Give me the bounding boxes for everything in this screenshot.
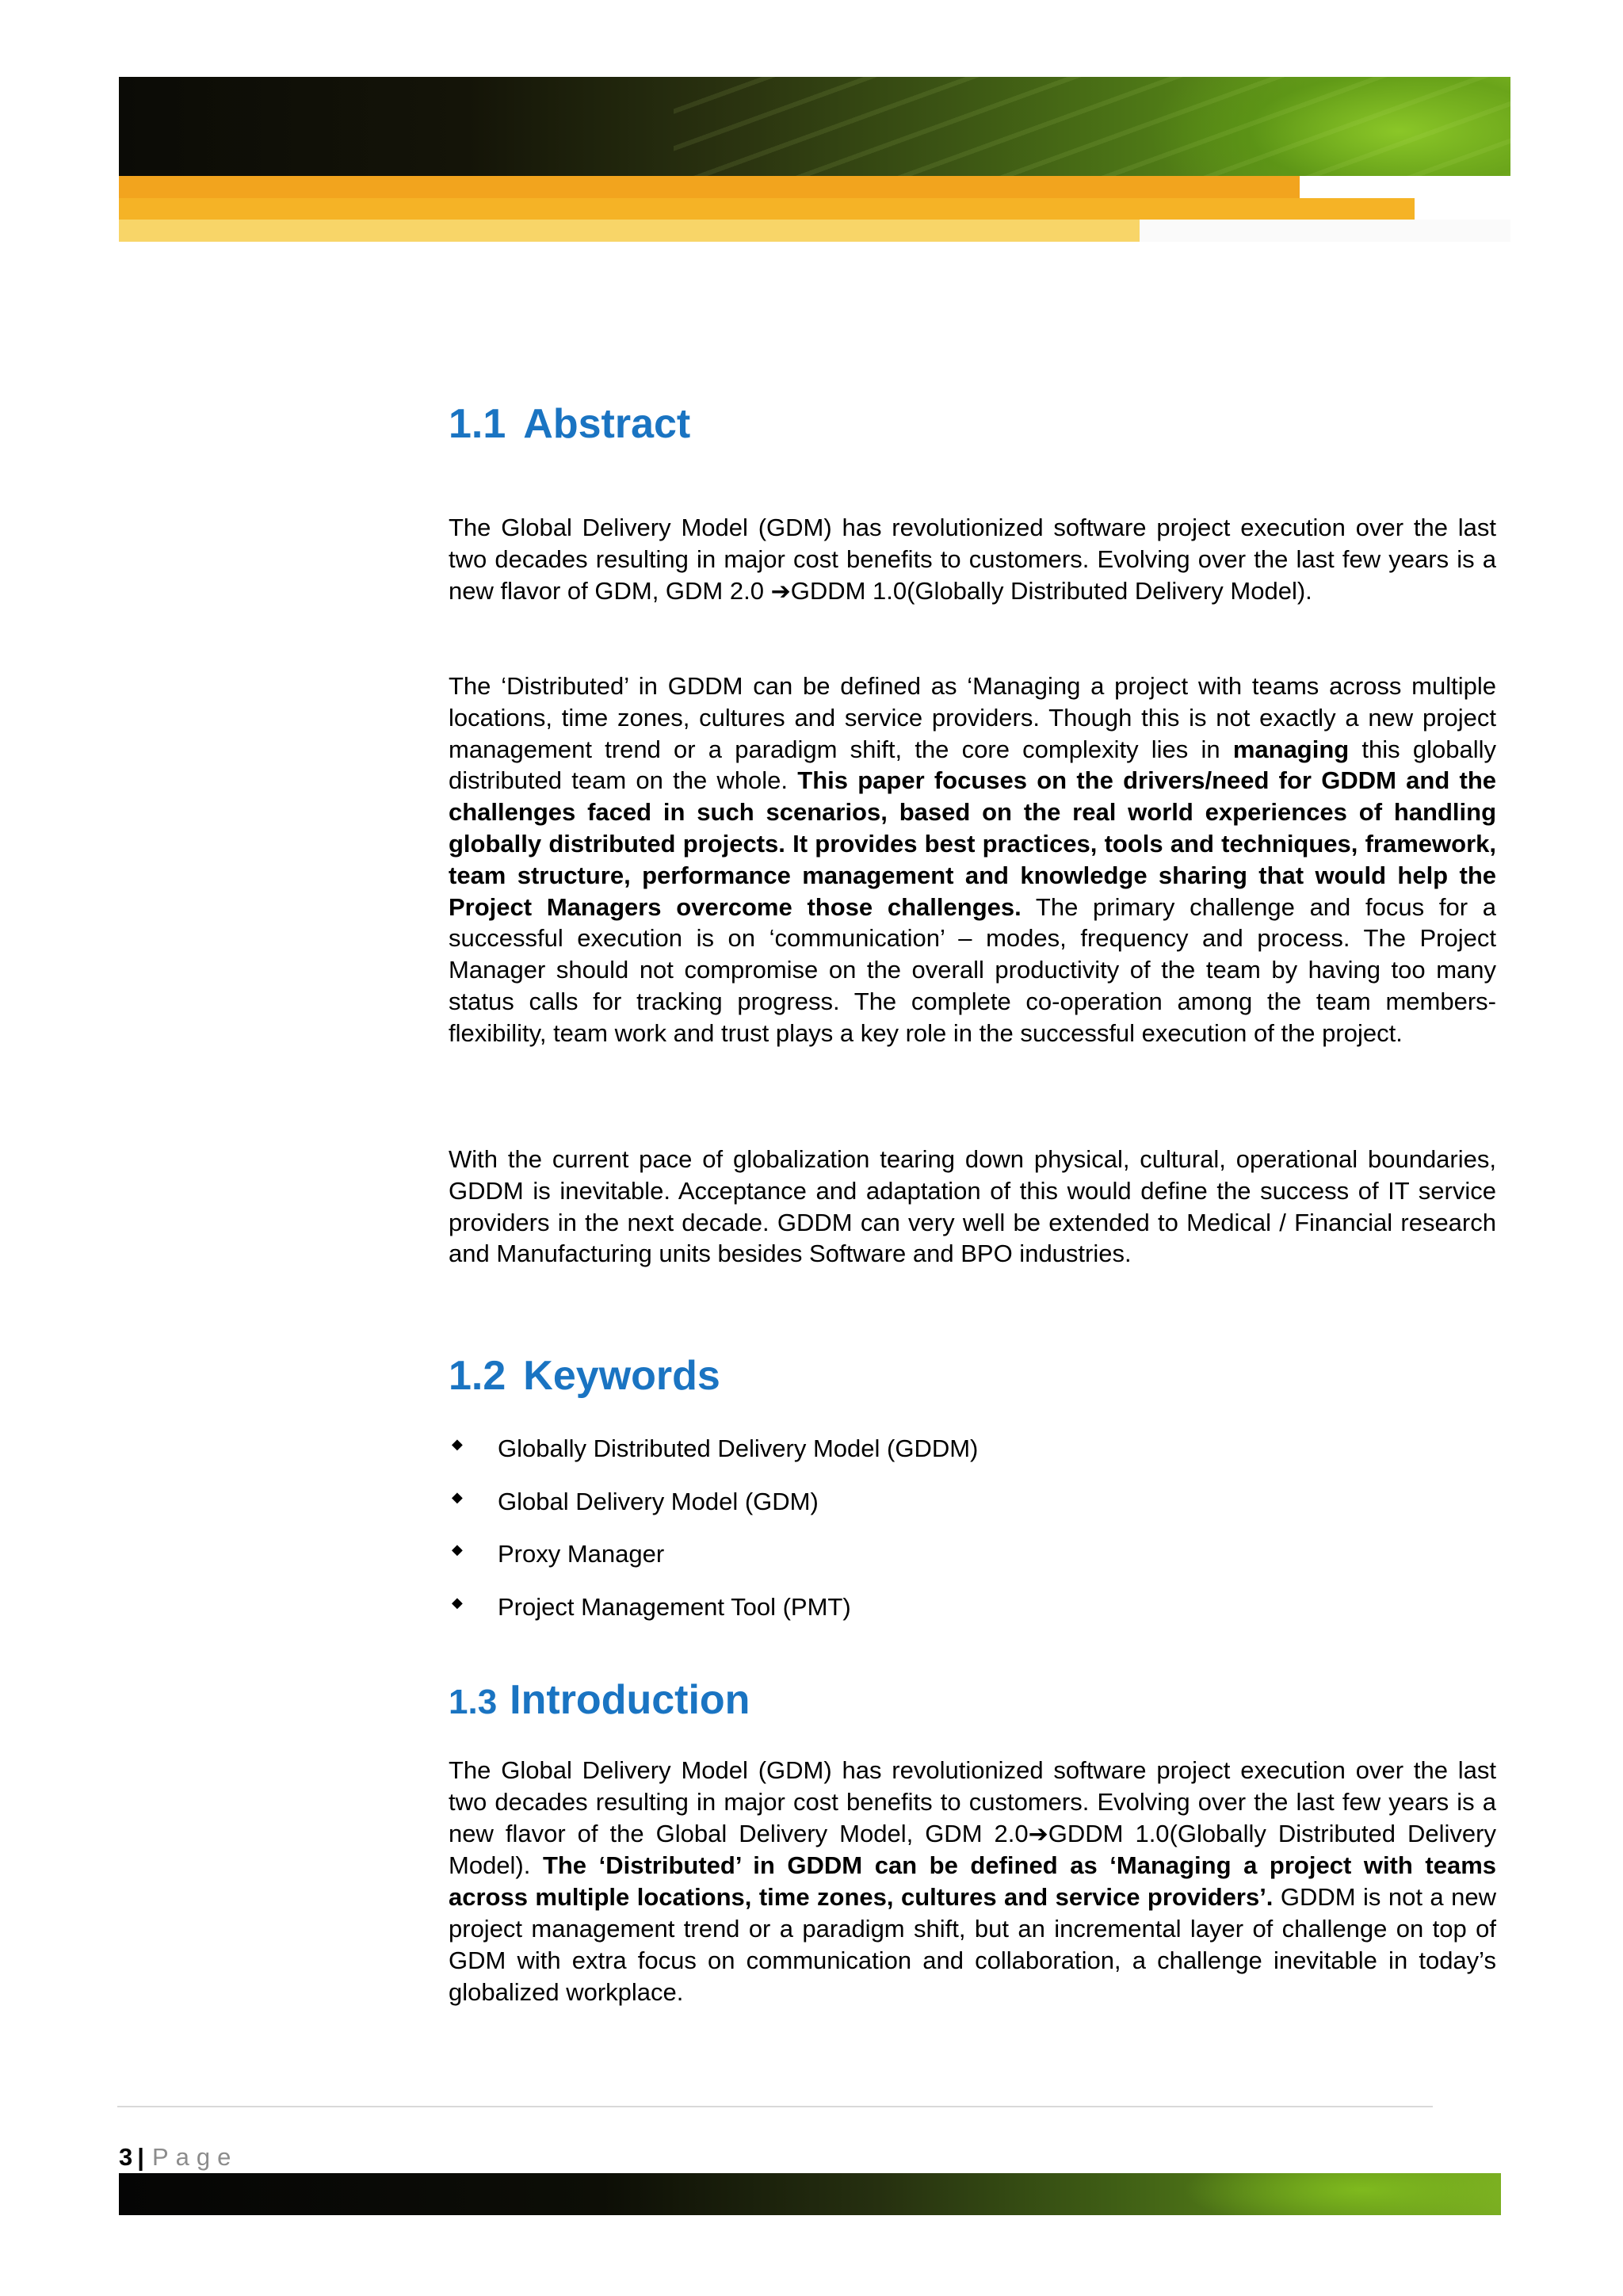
keyword-text: Proxy Manager — [498, 1540, 665, 1568]
right-arrow-icon: ➔ — [1028, 1820, 1048, 1848]
list-item — [449, 1486, 978, 1539]
page-separator: | — [137, 2143, 144, 2171]
introduction-heading-number: 1.3 — [449, 1683, 498, 1721]
header-banner-yellow-stripe — [119, 220, 1140, 242]
keywords-heading — [449, 1350, 720, 1401]
page-number: 3 — [119, 2143, 133, 2171]
list-item — [449, 1433, 978, 1486]
header-banner-amber-stripe — [119, 198, 1415, 220]
abstract-heading-number: 1.1 — [449, 401, 506, 447]
keywords-heading-number: 1.2 — [449, 1353, 506, 1399]
abstract-p2-text-3: The primary challenge and focus for a successful execution is on ‘communication’ – modes, frequency and process. The Project Manager should not compromise on the overall productivity of the team by having too many status calls for tracking progress. The complete co-operation among the team members-flexibility, team work and trust plays a key role in the successful execution of the project. — [449, 892, 1496, 1047]
keyword-text: Global Delivery Model (GDM) — [498, 1487, 819, 1515]
diamond-bullet-icon: ◆ — [452, 1436, 463, 1453]
abstract-p2-text: The ‘Distributed’ in GDDM can be defined as ‘Managing a project with teams across multiple locations, time zones, cultures and service providers. Though this is not exactly a new project management trend or a paradigm shift, the core complexity lies in — [449, 672, 1496, 763]
keyword-list — [449, 1433, 978, 1644]
abstract-p2-text-2: this globally distributed team on the whole. — [449, 735, 1497, 795]
introduction-text-3: GDDM is not a new project management trend or a paradigm shift, but an incremental layer of challenge on top of GDM with extra focus on communication and collaboration, a challenge inevitable in today’s globalized workplace. — [449, 1883, 1496, 2006]
abstract-p1-text: The Global Delivery Model (GDM) has revolutionized software project execution over the last two decades resulting in major cost benefits to customers. Evolving over the last few years is a new flavor of GDM, GDM 2.0 — [449, 514, 1496, 605]
header-banner-stripe-gap — [1300, 176, 1510, 198]
introduction-text: The Global Delivery Model (GDM) has revolutionized software project execution over the last two decades resulting in major cost benefits to customers. Evolving over the last few years is a new flavor of the Global Delivery Model, GDM 2.0 — [449, 1756, 1496, 1847]
right-arrow-icon: ➔ — [770, 577, 791, 606]
abstract-p2-bold-statement: This paper focuses on the drivers/need for GDDM and the challenges faced in such scenarios, based on the real world experiences of handling globally distributed projects. It provides best practices, tools and techniques, framework, team structure, performance management and knowledge sharing that would help the Project Managers overcome those challenges. — [449, 766, 1496, 921]
abstract-heading-title: Abstract — [523, 401, 691, 447]
list-item — [449, 1591, 978, 1645]
abstract-paragraph-3: With the current pace of globalization tearing down physical, cultural, operational boundaries, GDDM is inevitable. Acceptance and adaptation of this would define the success of IT service providers in the next decade. GDDM can very well be extended to Medical / Financial research and Manufacturing units besides Software and BPO industries. — [449, 1145, 1496, 1268]
abstract-heading — [449, 399, 690, 449]
footer-banner — [119, 2173, 1501, 2215]
introduction-paragraph — [449, 1755, 1496, 2008]
abstract-paragraph-2 — [449, 670, 1496, 1049]
keyword-text: Globally Distributed Delivery Model (GDDM) — [498, 1435, 979, 1462]
header-banner-stripe-gap — [1140, 220, 1510, 242]
header-banner-light-rays — [674, 77, 1510, 176]
diamond-bullet-icon: ◆ — [452, 1594, 463, 1611]
introduction-heading — [449, 1675, 750, 1728]
keywords-heading-title: Keywords — [523, 1353, 720, 1399]
header-banner — [119, 77, 1510, 247]
introduction-heading-title: Introduction — [510, 1677, 750, 1723]
introduction-bold-definition: The ‘Distributed’ in GDDM can be defined as ‘Managing a project with teams across multiple locations, time zones, cultures and service providers’. — [449, 1851, 1496, 1912]
diamond-bullet-icon: ◆ — [452, 1488, 463, 1506]
introduction-text-2: GDDM 1.0(Globally Distributed Delivery Model). — [449, 1819, 1496, 1880]
keyword-text: Project Management Tool (PMT) — [498, 1592, 851, 1621]
list-item — [449, 1538, 978, 1591]
abstract-paragraph-1 — [449, 512, 1496, 607]
header-banner-orange-stripe — [119, 176, 1300, 198]
abstract-p1-text-end: GDDM 1.0(Globally Distributed Delivery Model). — [790, 576, 1312, 605]
page-label: Page — [151, 2143, 239, 2171]
footer-divider — [117, 2106, 1433, 2107]
diamond-bullet-icon: ◆ — [452, 1541, 463, 1558]
page-footer — [119, 2141, 238, 2173]
header-banner-stripe-gap — [1415, 198, 1510, 220]
abstract-p2-bold-word: managing — [1232, 735, 1350, 763]
